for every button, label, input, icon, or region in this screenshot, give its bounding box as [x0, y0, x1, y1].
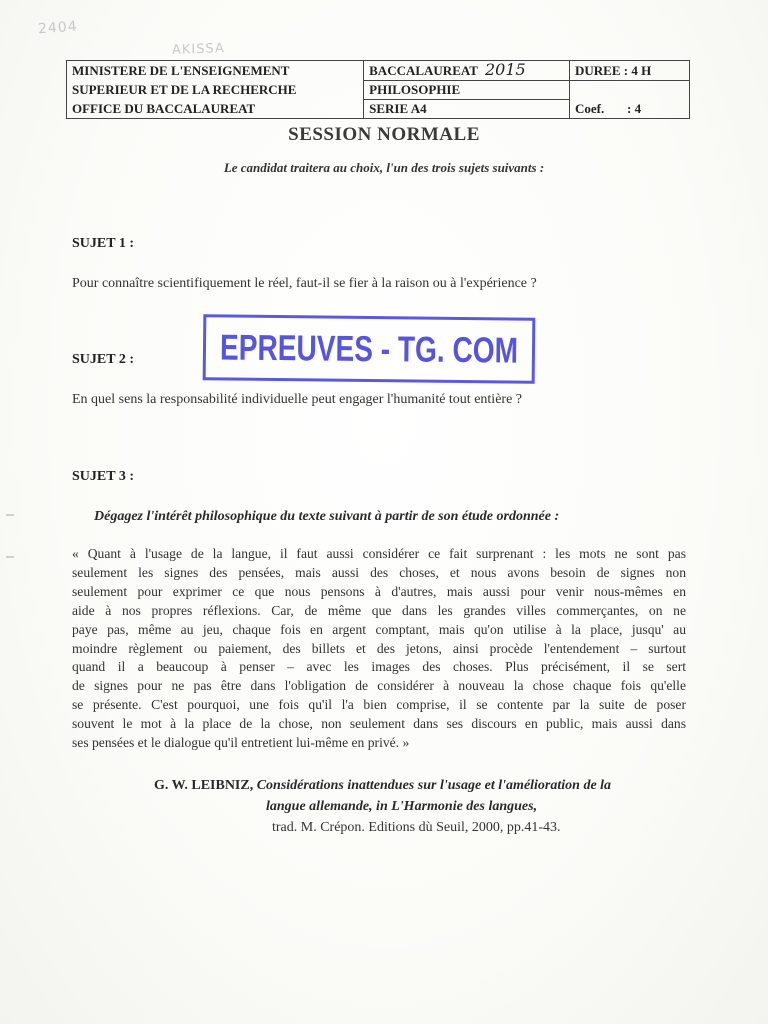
ministry-line-1: MINISTERE DE L'ENSEIGNEMENT [67, 61, 364, 81]
scan-mark [6, 556, 14, 558]
passage-line: seulement les signes des pensées, mais aussi des choses, et nous avons besoin de signes non [72, 564, 686, 580]
passage-line: souvent le mot à la place de la chose, non seulement dans ses discours en public, mais aussi dans [72, 716, 686, 732]
exam-year: 2015 [484, 60, 526, 79]
citation-author: G. W. LEIBNIZ, [154, 778, 254, 793]
sujet-2-text: En quel sens la responsabilité individuelle peut engager l'humanité tout entière ? [72, 392, 522, 407]
passage-line: moindre règlement ou paiement, des billets et des jetons, ainsi procède l'entendement – surtout [72, 640, 686, 656]
exam-type: BACCALAUREAT [369, 63, 478, 78]
sujet-1-label: SUJET 1 : [72, 236, 134, 251]
passage-line: ses pensées et le dialogue qu'il entretient lui-même en privé. » [72, 735, 410, 751]
passage-line: se présente. C'est pourquoi, une fois qu'il l'a bien comprise, il se contente par la suite de poser [72, 697, 686, 713]
scan-mark [6, 514, 14, 516]
passage-line: quand il a beaucoup à penser – avec les images des choses. Plus précisément, il se sert [72, 659, 686, 675]
exam-type-cell [364, 61, 570, 81]
watermark-stamp [203, 314, 536, 383]
series: SERIE A4 [364, 100, 570, 119]
subject-name: PHILOSOPHIE [364, 81, 570, 100]
session-title: SESSION NORMALE [288, 124, 480, 145]
citation-line-2: langue allemande, in L'Harmonie des langues, [266, 799, 538, 814]
coefficient-cell [569, 100, 689, 119]
passage-line: « Quant à l'usage de la langue, il faut aussi considérer ce fait surprenant : les mots ne sont pas [72, 546, 686, 561]
handwritten-name: AKISSA [171, 41, 226, 58]
instruction-text: Le candidat traitera au choix, l'un des trois sujets suivants : [223, 160, 545, 175]
empty-cell [569, 81, 689, 100]
citation-work-title: Considérations inattendues sur l'usage et l'amélioration de la [256, 778, 612, 793]
exam-header-table [66, 60, 690, 119]
duration: DUREE : 4 H [569, 61, 689, 81]
citation-publication: trad. M. Crépon. Editions dù Seuil, 2000, pp.41-43. [272, 820, 561, 835]
ministry-line-2: SUPERIEUR ET DE LA RECHERCHE [67, 81, 364, 100]
coefficient-label: Coef. [574, 100, 605, 116]
passage-line: seulement pour exprimer ce que nous pensons à d'autres, mais aussi pour venir nous-mêmes en [72, 583, 686, 599]
citation-line-1 [154, 778, 611, 794]
stamp-text: EPREUVES - TG. COM [219, 326, 519, 371]
sujet-2-label: SUJET 2 : [72, 352, 134, 367]
coefficient-value: : 4 [626, 100, 642, 116]
sujet-1-text: Pour connaître scientifiquement le réel, faut-il se fier à la raison ou à l'expérience ? [72, 276, 537, 291]
handwritten-note: 2404 [37, 18, 79, 38]
passage-line: de signes pour ne pas être dans l'obligation de considérer à nouveau la chose chaque fois qu'elle [72, 678, 686, 694]
passage-line: paye pas, même au jeu, chaque fois en argent comptant, mais qu'on utilise à la place, jusqu' au [72, 621, 686, 637]
sujet-3-label: SUJET 3 : [72, 469, 134, 484]
sujet-3-directive: Dégagez l'intérêt philosophique du texte suivant à partir de son étude ordonnée : [94, 509, 560, 524]
office-name: OFFICE DU BACCALAUREAT [67, 100, 364, 119]
passage-line: aide à nos propres réflexions. Car, de même que dans les grandes villes commerçantes, on ne [72, 602, 686, 618]
text-passage [72, 545, 686, 753]
